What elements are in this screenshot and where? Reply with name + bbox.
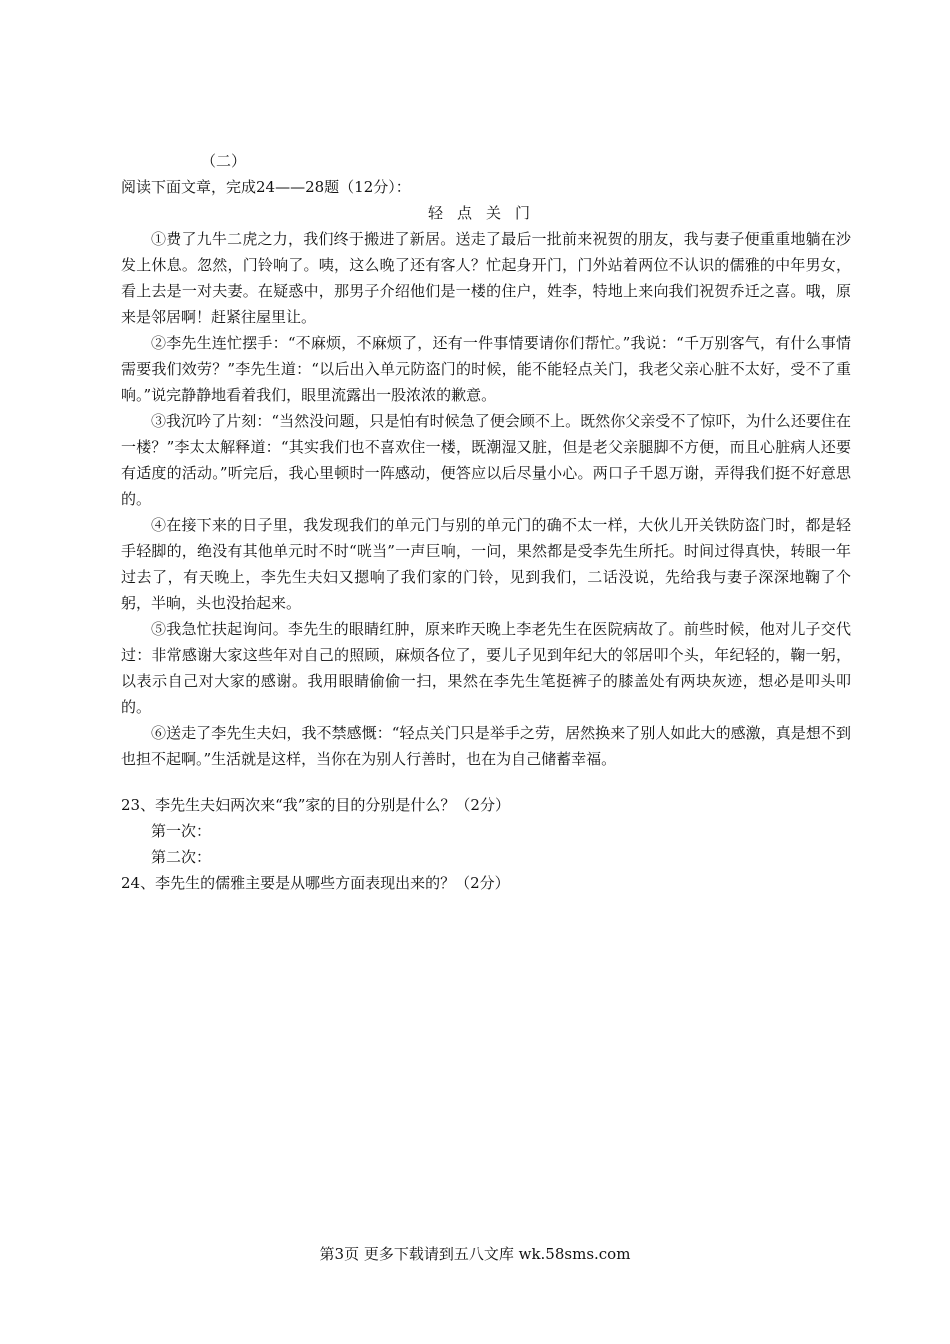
section-label: （二） (201, 152, 247, 170)
paragraph-4: ④在接下来的日子里，我发现我们的单元门与别的单元门的确不太一样，大伙儿开关铁防盗门时，都是轻手轻脚的，绝没有其他单元时不时“咣当”一声巨响，一问，果然都是受李先生所托。时间过得真快，转眼一年过去了，有天晚上，李先生夫妇又摁响了我们家的门铃，见到我们，二话没说，先给我与妻子深深地鞠了个躬，半晌，头也没抬起来。 (121, 516, 851, 612)
paragraph-3: ③我沉吟了片刻：“当然没问题，只是怕有时候急了便会顾不上。既然你父亲受不了惊吓，为什么还要住在一楼？”李太太解释道：“其实我们也不喜欢住一楼，既潮湿又脏，但是老父亲腿脚不方便，而且心脏病人还要有适度的活动。”听完后，我心里顿时一阵感动，便答应以后尽量小心。两口子千恩万谢，弄得我们挺不好意思的。 (121, 412, 851, 508)
answer-second-visit: 第二次： (151, 848, 212, 866)
question-23: 23、李先生夫妇两次来“我”家的目的分别是什么？（2分） (121, 796, 510, 814)
paragraph-6: ⑥送走了李先生夫妇，我不禁感慨：“轻点关门只是举手之劳，居然换来了别人如此大的感激，真是想不到也担不起啊。”生活就是这样，当你在为别人行善时，也在为自己储蓄幸福。 (121, 724, 851, 768)
document-content (121, 148, 851, 896)
paragraph-2: ②李先生连忙摆手：“不麻烦，不麻烦了，还有一件事情要请你们帮忙。”我说：“千万别客气，有什么事情需要我们效劳？”李先生道：“以后出入单元防盗门的时候，能不能轻点关门，我老父亲心脏不太好，受不了重响。”说完静静地看着我们，眼里流露出一股浓浓的歉意。 (121, 334, 851, 404)
spacer (121, 772, 851, 792)
paragraph-5: ⑤我急忙扶起询问。李先生的眼睛红肿，原来昨天晚上李老先生在医院病故了。前些时候，他对儿子交代过：非常感谢大家这些年对自己的照顾，麻烦各位了，要儿子见到年纪大的邻居叩个头，年纪轻的，鞠一躬，以表示自己对大家的感谢。我用眼睛偷偷一扫，果然在李先生笔挺裤子的膝盖处有两块灰迹，想必是叩头叩的。 (121, 620, 851, 716)
question-24: 24、李先生的儒雅主要是从哪些方面表现出来的？（2分） (121, 874, 510, 892)
answer-first-visit: 第一次： (151, 822, 212, 840)
article-title: 轻点关门 (427, 204, 544, 222)
reading-instruction: 阅读下面文章，完成24——28题（12分）： (121, 178, 411, 196)
paragraph-1: ①费了九牛二虎之力，我们终于搬进了新居。送走了最后一批前来祝贺的朋友，我与妻子便重重地躺在沙发上休息。忽然，门铃响了。咦，这么晚了还有客人？忙起身开门，门外站着两位不认识的儒雅的中年男女，看上去是一对夫妻。在疑惑中，那男子介绍他们是一楼的住户，姓李，特地上来向我们祝贺乔迁之喜。哦，原来是邻居啊！赶紧往屋里让。 (121, 230, 851, 326)
page-footer: 第3页 更多下载请到五八文库 wk.58sms.com (319, 1245, 631, 1263)
